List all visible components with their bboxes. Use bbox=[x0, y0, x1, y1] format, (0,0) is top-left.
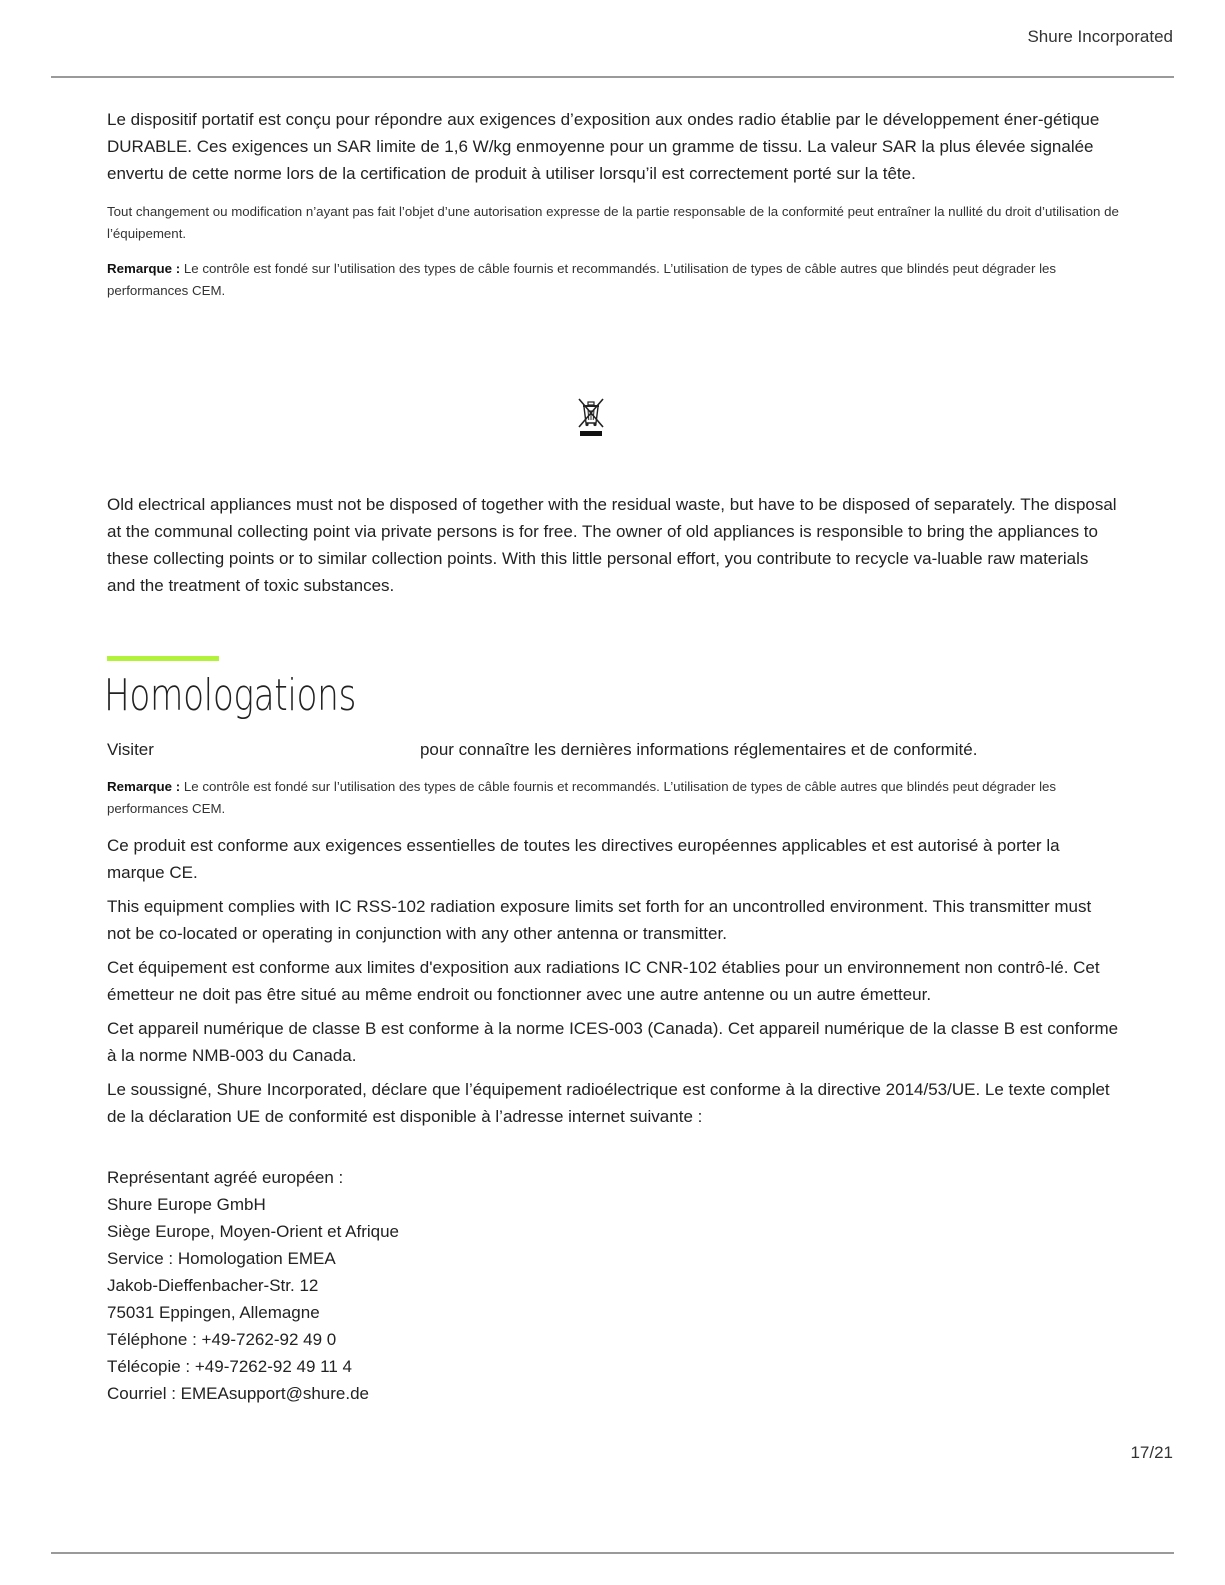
emc-note-2 bbox=[107, 776, 1119, 819]
address-line: Jakob-Dieffenbacher-Str. 12 bbox=[107, 1276, 319, 1295]
weee-crossed-bin-icon bbox=[577, 397, 605, 437]
homologations-heading: Homologations bbox=[104, 670, 356, 721]
address-line: Télécopie : +49-7262-92 49 11 4 bbox=[107, 1357, 352, 1376]
page-number: 17/21 bbox=[1130, 1443, 1173, 1462]
address-line: Téléphone : +49-7262-92 49 0 bbox=[107, 1330, 337, 1349]
emc-note-1 bbox=[107, 258, 1119, 301]
eu-representative-address bbox=[107, 1164, 1119, 1407]
homologations-body bbox=[107, 776, 1119, 1407]
weee-paragraph: Old electrical appliances must not be disposed of together with the residual waste, but have to be disposed of separately. The disposal at the communal collecting point via private persons is for free. The owner of old appliances is responsible to bring the appliances to these collecting points or to similar collection points. With this little personal effort, you contribute to recycle va-luable raw materials and the treatment of toxic substances. bbox=[107, 495, 1117, 595]
address-line: Service : Homologation EMEA bbox=[107, 1249, 336, 1268]
header-company-name: Shure Incorporated bbox=[1027, 27, 1173, 46]
note-label: Remarque : bbox=[107, 779, 181, 794]
address-line: Siège Europe, Moyen-Orient et Afrique bbox=[107, 1222, 399, 1241]
ic-english-paragraph: This equipment complies with IC RSS-102 radiation exposure limits set forth for an uncontrolled environment. This transmitter must not be co-located or operating in conjunction with any other antenna or transmitter. bbox=[107, 897, 1092, 943]
address-line: 75031 Eppingen, Allemagne bbox=[107, 1303, 320, 1322]
changes-paragraph: Tout changement ou modification n’ayant pas fait l’objet d’une autorisation expresse de la partie responsable de la conformité peut entraîner la nullité du droit d’utilisation de l’équipement. bbox=[107, 204, 1119, 241]
note-label: Remarque : bbox=[107, 261, 181, 276]
weee-section bbox=[107, 491, 1119, 599]
address-line: Courriel : EMEAsupport@shure.de bbox=[107, 1384, 369, 1403]
ic-french-paragraph: Cet équipement est conforme aux limites d'exposition aux radiations IC CNR-102 établies pour un environnement non contrô-lé. Cet émetteur ne doit pas être situé au même endroit ou fonctionner avec une autre antenne ou un autre émetteur. bbox=[107, 958, 1100, 1004]
note-text: Le contrôle est fondé sur l’utilisation des types de câble fournis et recommandés. L’utilisation de types de câble autres que blindés peut dégrader les performances CEM. bbox=[107, 779, 1057, 816]
section-accent-bar bbox=[107, 656, 219, 661]
ce-paragraph: Ce produit est conforme aux exigences essentielles de toutes les directives européennes applicables et est autorisé à porter la marque CE. bbox=[107, 836, 1060, 882]
visit-suffix: pour connaître les dernières informations réglementaires et de conformité. bbox=[419, 740, 978, 759]
address-line: Représentant agréé européen : bbox=[107, 1168, 344, 1187]
header-divider bbox=[51, 76, 1174, 78]
visit-prefix: Visiter bbox=[107, 740, 154, 759]
sar-paragraph: Le dispositif portatif est conçu pour répondre aux exigences d’exposition aux ondes radio établie par le développement éner-gétique DURABLE. Ces exigences un SAR limite de 1,6 W/kg enmoyenne pour un gramme de tissu. La valeur SAR la plus élevée signalée envertu de cette norme lors de la certification de produit à utiliser lorsqu’il est correctement porté sur la tête. bbox=[107, 110, 1100, 183]
visit-line bbox=[107, 736, 1119, 763]
declaration-paragraph: Le soussigné, Shure Incorporated, déclare que l’équipement radioélectrique est conforme à la directive 2014/53/UE. Le texte complet de la déclaration UE de conformité est disponible à l’adresse internet suivante : bbox=[107, 1080, 1110, 1126]
footer-divider bbox=[51, 1552, 1174, 1554]
ices-paragraph: Cet appareil numérique de classe B est conforme à la norme ICES-003 (Canada). Cet appareil numérique de la classe B est conforme à la norme NMB-003 du Canada. bbox=[107, 1019, 1119, 1065]
sar-section bbox=[107, 106, 1119, 301]
note-text: Le contrôle est fondé sur l’utilisation des types de câble fournis et recommandés. L’utilisation de types de câble autres que blindés peut dégrader les performances CEM. bbox=[107, 261, 1057, 298]
address-line: Shure Europe GmbH bbox=[107, 1195, 266, 1214]
